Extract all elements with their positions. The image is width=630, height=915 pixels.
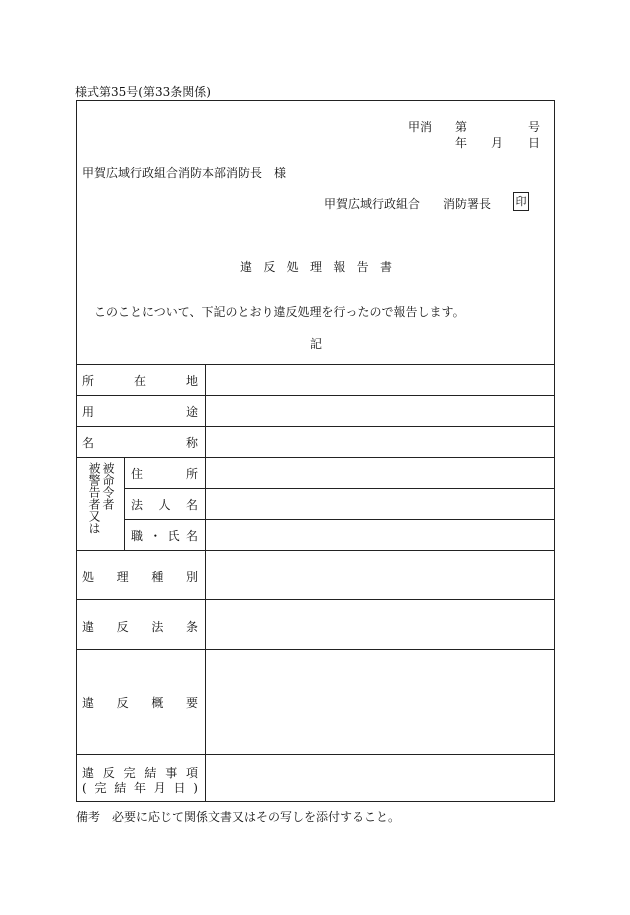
document-title: 違 反 処 理 報 告 書	[240, 260, 392, 274]
label-location: 所 在 地	[82, 374, 198, 388]
date-year: 年	[455, 136, 468, 150]
position-name-value[interactable]	[206, 520, 554, 550]
ki-label: 記	[310, 337, 323, 351]
name-value[interactable]	[206, 427, 554, 457]
label-completion-date: ( 完 結 年 月 日 )	[82, 780, 198, 795]
label-party-col1: 被警告者又は	[87, 462, 101, 534]
number-dai: 第	[455, 120, 468, 134]
sender-org: 甲賀広域行政組合	[324, 197, 421, 211]
location-value[interactable]	[206, 365, 554, 395]
label-disposal-type: 処 理 種 別	[82, 570, 198, 584]
sender-title: 消防署長	[443, 197, 492, 211]
violation-article-value[interactable]	[206, 600, 554, 649]
corp-name-value[interactable]	[206, 489, 554, 519]
label-corp-name: 法 人 名	[131, 498, 198, 512]
label-purpose: 用 途	[82, 405, 198, 419]
date-day: 日	[528, 136, 541, 150]
purpose-value[interactable]	[206, 396, 554, 426]
addressee: 甲賀広域行政組合消防本部消防長 様	[82, 166, 287, 180]
form-title: 様式第35号(第33条関係)	[75, 85, 211, 99]
seal-stamp: 印	[513, 192, 529, 211]
body-text: このことについて、下記のとおり違反処理を行ったので報告します。	[94, 305, 465, 319]
label-violation-summary: 違 反 概 要	[82, 696, 198, 710]
label-party-col2: 被命令者	[101, 462, 115, 510]
label-position-name: 職 ・ 氏 名	[131, 529, 198, 543]
label-name: 名 称	[82, 436, 198, 450]
completion-value[interactable]	[206, 755, 554, 801]
disposal-type-value[interactable]	[206, 551, 554, 599]
note: 備考 必要に応じて関係文書又はその写しを添付すること。	[76, 810, 401, 824]
date-month: 月	[491, 136, 504, 150]
violation-summary-value[interactable]	[206, 650, 554, 754]
label-completion-items: 違 反 完 結 事 項	[82, 766, 198, 780]
number-go: 号	[528, 120, 541, 134]
address-value[interactable]	[206, 458, 554, 488]
label-address: 住 所	[131, 467, 198, 481]
label-violation-article: 違 反 法 条	[82, 620, 198, 634]
number-prefix: 甲消	[408, 120, 433, 134]
